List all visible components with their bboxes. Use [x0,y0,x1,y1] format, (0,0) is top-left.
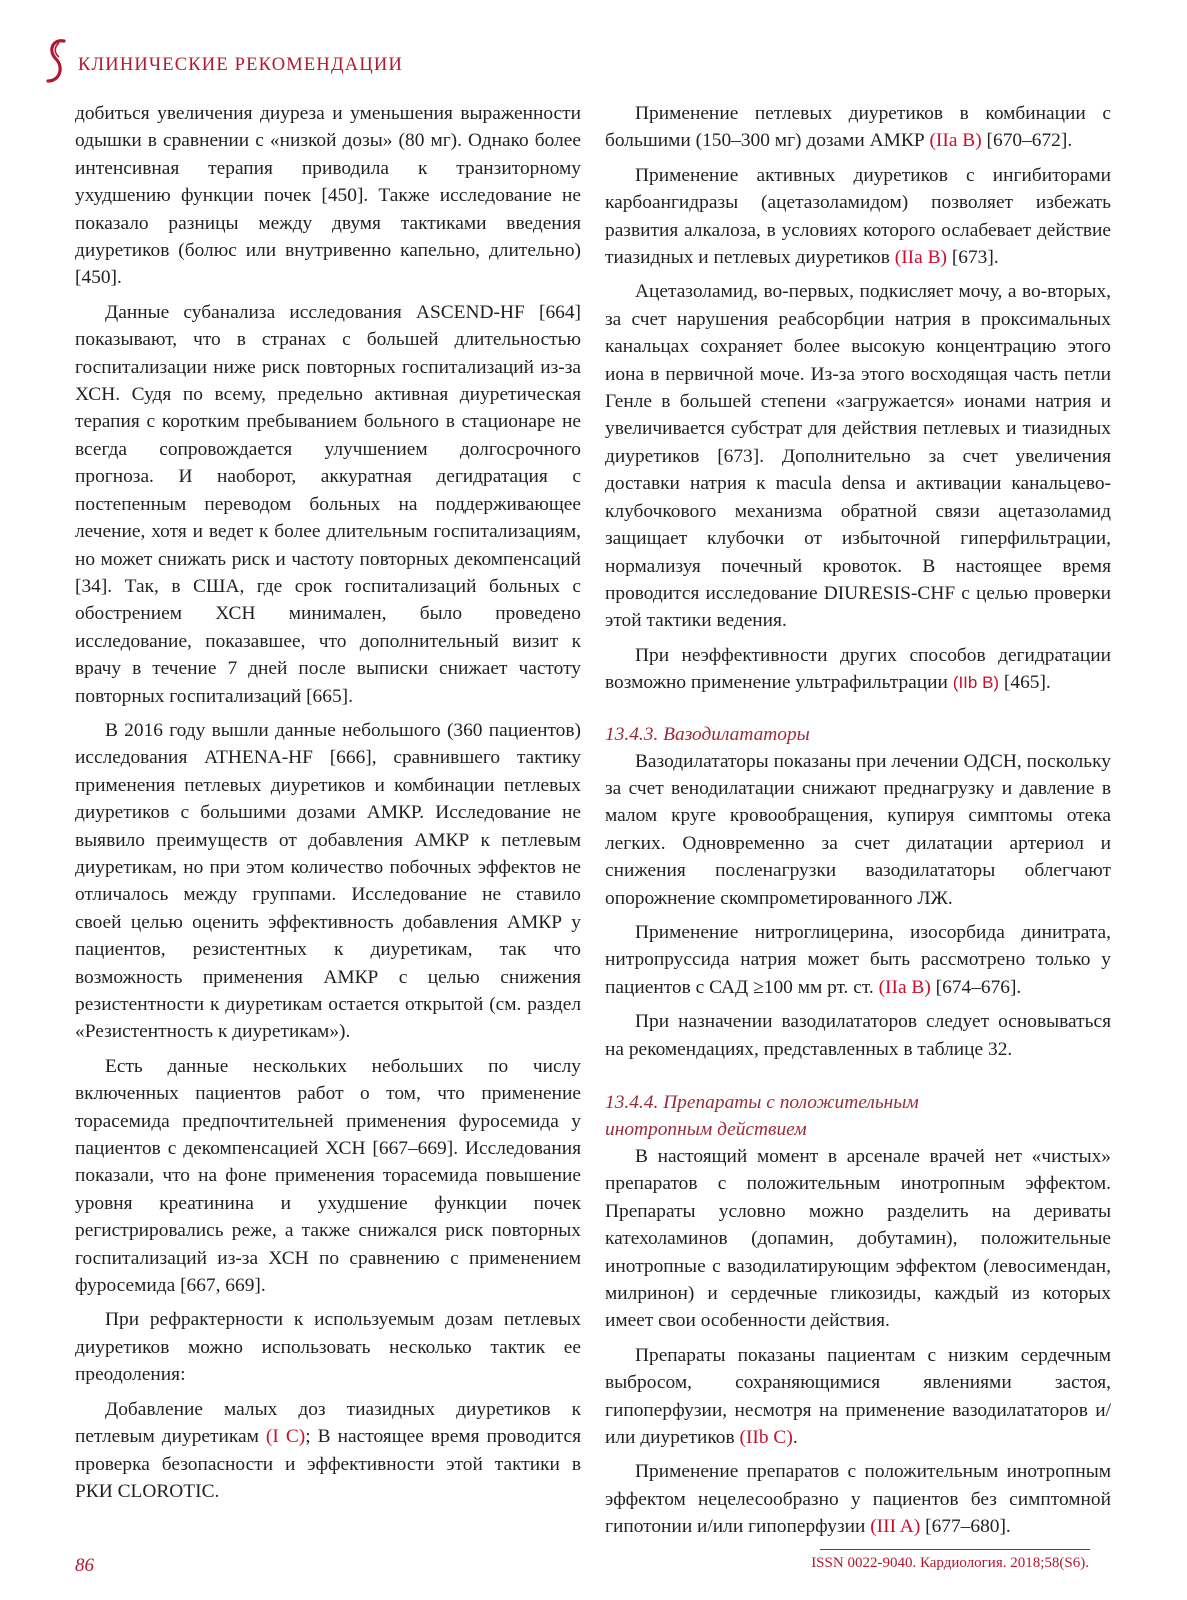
text: ; В настоящее время проводится проверка безопасности и эффективности этой тактики в РКИ CLOROTIC. [75,1426,581,1502]
paragraph [605,1342,1111,1452]
paragraph: Есть данные нескольких небольших по числу включенных пациентов работ о том, что применение торасемида предпочтительней применения фуросемида у пациентов с декомпенсацией ХСН [667–669]. Исследования показали, что на фоне применения торасемида повышение уровня креатинина и ухудшение функции почек регистрировались реже, а также снижался риск повторных госпитализаций из-за ХСН по сравнению с применением фуросемида [667, 669]. [75,1055,581,1297]
right-column [605,100,1111,1548]
evidence-level: (IIa B) [929,130,982,152]
text: [465]. [999,672,1051,694]
paragraph: добиться увеличения диуреза и уменьшения выраженности одышки в сравнении с «низкой дозы» (80 мг). Однако более интенсивная терапия приводила к транзиторному ухудшению функции почек [450]. Также исследование не показало разницы между двумя тактиками введения диуретиков (болюс или внутривенно капельно, длительно) [450]. [75,103,581,289]
footer-divider [820,1549,1090,1550]
evidence-level: (I C) [265,1426,306,1448]
text: [677–680]. [920,1516,1011,1538]
text: Препараты показаны пациентам с низким сердечным выбросом, сохраняющимися явлениями застоя, гипоперфузии, несмотря на применение вазодилататоров и/или диуретиков [605,1344,1111,1449]
paragraph: При рефрактерности к используемым дозам петлевых диуретиков можно использовать несколько тактик ее преодоления: [75,1309,581,1386]
section-heading: 13.4.3. Вазодилататоры [605,723,810,745]
evidence-level: (IIa B) [878,976,931,998]
evidence-level: (IIa B) [894,247,947,269]
text: [674–676]. [930,976,1022,998]
journal-citation: ISSN 0022-9040. Кардиология. 2018;58(S6). [811,1555,1089,1571]
page-header [42,36,403,86]
evidence-level: (III A) [870,1516,921,1538]
section-title: КЛИНИЧЕСКИЕ РЕКОМЕНДАЦИИ [78,54,404,75]
text: Применение нитроглицерина, изосорбида динитрата, нитропруссида натрия может быть рассмотрено только у пациентов с САД ≥100 мм рт. ст. [605,921,1111,998]
paragraph: Вазодилататоры показаны при лечении ОДСН, поскольку за счет венодилатации снижают преднагрузку и давление в малом круге кровообращения, купируя симптомы отека легких. Одновременно за счет дилатации артериол и снижения посленагрузки вазодилататоры облегчают опорожнение скомпрометированного ЛЖ. [605,750,1111,909]
paragraph: При назначении вазодилататоров следует основываться на рекомендациях, представленных в таблице 32. [605,1011,1111,1060]
paragraph [605,642,1111,697]
text: Добавление малых доз тиазидных диуретиков к петлевым диуретикам [75,1398,581,1448]
paragraph [605,919,1111,1001]
text: [670–672]. [981,130,1073,152]
left-column [75,100,581,1512]
heading-line: 13.4.4. Препараты с положительным [605,1092,919,1113]
paragraph [605,1458,1111,1540]
text: [673]. [946,247,999,269]
evidence-level: (IIb C) [739,1427,793,1449]
paragraph: Ацетазоламид, во-первых, подкисляет мочу, а во-вторых, за счет нарушения реабсорбции натрия в проксимальных канальцах сохраняет более высокую концентрацию этого иона в первичной моче. Из-за этого восходящая часть петли Генле в большей степени «загружается» ионами натрия и увеличивается субстрат для действия петлевых и тиазидных диуретиков [673]. Дополнительно за счет увеличения доставки натрия к macula densa и активации канальцево-клубочкового механизма обратной связи ацетазоламид защищает клубочки от избыточной гиперфильтрации, нормализуя почечный кровоток. В настоящее время проводится исследование DIURESIS-CHF с целью проверки этой тактики ведения. [605,281,1111,632]
text: Применение активных диуретиков с ингибиторами карбоангидразы (ацетазоламидом) позволяет избежать развития алкалоза, в условиях которого ослабевает действие тиазидных и петлевых диуретиков [605,164,1111,269]
text: . [792,1427,798,1449]
paragraph [75,1396,581,1506]
section-heading [605,1089,1111,1143]
paragraph [605,100,1111,155]
paragraph: В 2016 году вышли данные небольшого (360 пациентов) исследования ATHENA-HF [666], сравнившего тактику применения петлевых диуретиков и комбинации петлевых диуретиков с большими дозами АМКР. Исследование не выявило преимуществ от добавления АМКР к петлевым диуретикам, но при этом количество побочных эффектов не отличалось между группами. Исследование не ставило своей целью оценить эффективность добавления АМКР у пациентов, резистентных к диуретикам, так что возможность применения АМКР с целью снижения резистентности к диуретикам остается открытой (см. раздел «Резистентность к диуретикам»). [75,719,581,1043]
paragraph: Данные субанализа исследования ASCEND-HF [664] показывают, что в странах с большей длительностью госпитализации ниже риск повторных госпитализаций из-за ХСН. Судя по всему, предельно активная диуретическая терапия с коротким пребыванием больного в стационаре не всегда сопровождается улучшением долгосрочного прогноза. И наоборот, аккуратная дегидратация с постепенным переводом больных на поддерживающее лечение, хотя и ведет к более длительным госпитализациям, но может снижать риск и частоту повторных декомпенсаций [34]. Так, в США, где срок госпитализаций больных с обострением ХСН минимален, было проведено исследование, показавшее, что дополнительный визит к врачу в течение 7 дней после выписки снижает частоту повторных госпитализаций [665]. [75,301,581,707]
evidence-level: (IIb B) [952,673,1000,693]
red-s-swirl-icon [42,37,72,85]
text: Применение петлевых диуретиков в комбинации с большими (150–300 мг) дозами АМКР [605,103,1111,152]
paragraph [605,162,1111,272]
paragraph: В настоящий момент в арсенале врачей нет «чистых» препаратов с положительным инотропным эффектом. Препараты условно можно разделить на дериваты катехоламинов (допамин, добутамин), положительные инотропные с вазодилатирующим эффектом (левосимендан, милринон) и сердечные гликозиды, каждый из которых имеет свои особенности действия. [605,1146,1111,1332]
heading-line: инотропным действием [605,1119,807,1140]
page-number: 86 [75,1555,94,1576]
text: Применение препаратов с положительным инотропным эффектом нецелесообразно у пациентов без симптомной гипотонии и/или гипоперфузии [605,1461,1111,1538]
text: При неэффективности других способов дегидратации возможно применение ультрафильтрации [605,644,1111,694]
